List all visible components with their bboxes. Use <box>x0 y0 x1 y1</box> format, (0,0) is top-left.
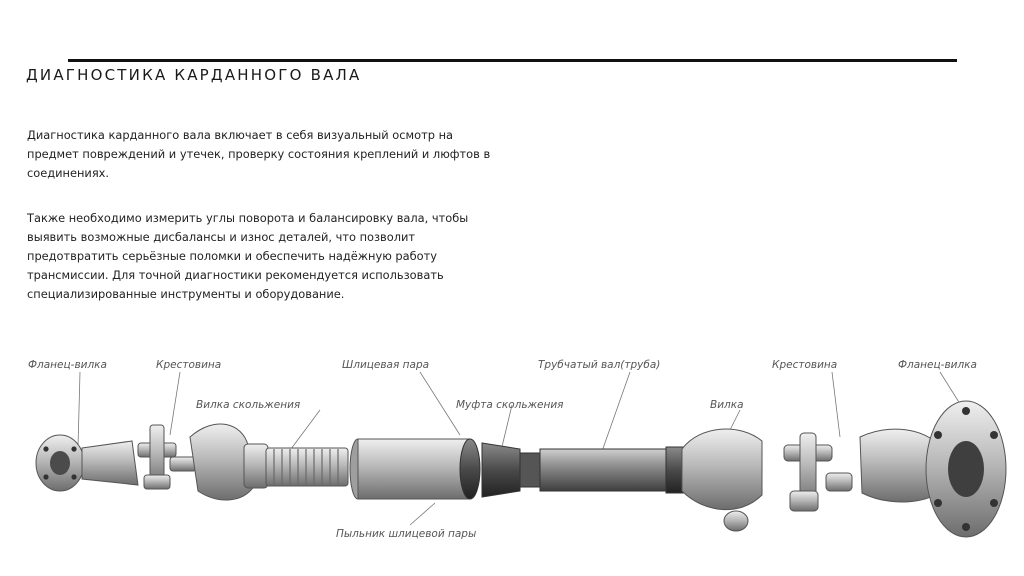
slip-yoke <box>190 424 268 500</box>
label-tube-shaft: Трубчатый вал(труба) <box>538 359 661 371</box>
label-spline-pair: Шлицевая пара <box>342 359 430 371</box>
flange-yoke-right <box>860 401 1006 537</box>
paragraph-balancing: Также необходимо измерить углы поворота и балансировку вала, чтобы выявить возможные дисбалансы и износ деталей, что позволит предотвратить серьёзные поломки и обеспечить надёжную работу трансмиссии. Для точной диагностики рекомендуется использовать специализированные инструменты и оборудование. <box>27 211 469 301</box>
flange-yoke-left <box>36 435 138 491</box>
title-rule <box>68 59 957 62</box>
label-flange-yoke-left: Фланец-вилка <box>28 359 107 371</box>
label-flange-yoke-right: Фланец-вилка <box>898 359 977 371</box>
cross-right <box>784 433 852 511</box>
dust-boot <box>482 443 540 497</box>
label-cross-right: Крестовина <box>772 359 838 371</box>
cross-left <box>138 425 196 489</box>
label-slip-sleeve: Муфта скольжения <box>456 399 564 411</box>
tube-shaft <box>540 447 684 493</box>
driveshaft-diagram <box>20 345 1024 576</box>
slip-sleeve <box>350 439 480 499</box>
label-slip-yoke: Вилка скольжения <box>196 399 301 411</box>
page-title: ДИАГНОСТИКА КАРДАННОГО ВАЛА <box>26 66 362 84</box>
label-yoke: Вилка <box>710 399 744 411</box>
label-cross-left: Крестовина <box>156 359 222 371</box>
paragraph-inspection: Диагностика карданного вала включает в себя визуальный осмотр на предмет повреждений и утечек, проверку состояния креплений и люфтов в соединениях. <box>27 128 491 180</box>
label-dust-boot: Пыльник шлицевой пары <box>336 528 477 540</box>
splined-shaft <box>266 448 348 486</box>
yoke-right <box>682 429 762 531</box>
